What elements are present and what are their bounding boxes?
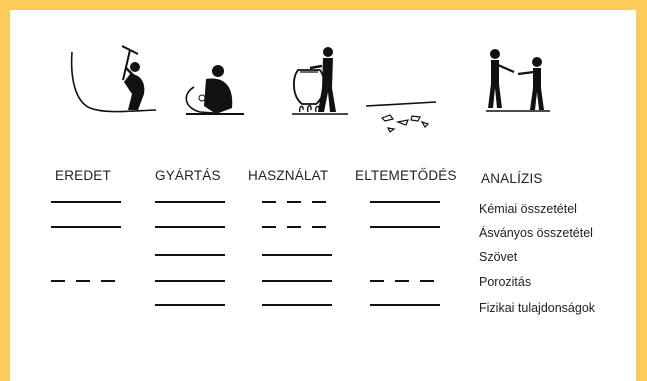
column-header-use: HASZNÁLAT (248, 168, 329, 183)
solid-line-mark (155, 304, 225, 306)
column-header-origin: EREDET (55, 168, 111, 183)
solid-line-mark (370, 226, 440, 228)
digging-clay-icon (72, 46, 156, 112)
cooking-pot-over-fire-icon (292, 47, 348, 114)
analysis-header: ANALÍZIS (481, 171, 543, 186)
row-label-chemical: Kémiai összetétel (479, 202, 577, 216)
potter-at-wheel-icon (186, 65, 244, 114)
solid-line-mark (370, 304, 440, 306)
solid-line-mark (155, 226, 225, 228)
column-header-production: GYÁRTÁS (155, 168, 221, 183)
dashed-line-mark (262, 201, 332, 203)
solid-line-mark (262, 254, 332, 256)
solid-line-mark (262, 304, 332, 306)
solid-line-mark (370, 201, 440, 203)
solid-line-mark (262, 280, 332, 282)
row-label-texture: Szövet (479, 250, 518, 264)
dashed-line-mark (262, 226, 332, 228)
solid-line-mark (155, 280, 225, 282)
pictogram-strip (10, 10, 636, 150)
row-label-mineral: Ásványos összetétel (479, 226, 593, 240)
dashed-line-mark (370, 280, 440, 282)
figure-panel (10, 10, 636, 381)
row-label-porosity: Porozitás (479, 275, 532, 289)
dashed-line-mark (51, 280, 121, 282)
solid-line-mark (51, 201, 121, 203)
column-header-burial: ELTEMETŐDÉS (355, 168, 457, 183)
two-people-exchanging-icon (486, 49, 550, 111)
solid-line-mark (51, 226, 121, 228)
solid-line-mark (155, 254, 225, 256)
solid-line-mark (155, 201, 225, 203)
buried-sherds-icon (366, 102, 436, 132)
row-label-physical: Fizikai tulajdonságok (479, 301, 596, 315)
